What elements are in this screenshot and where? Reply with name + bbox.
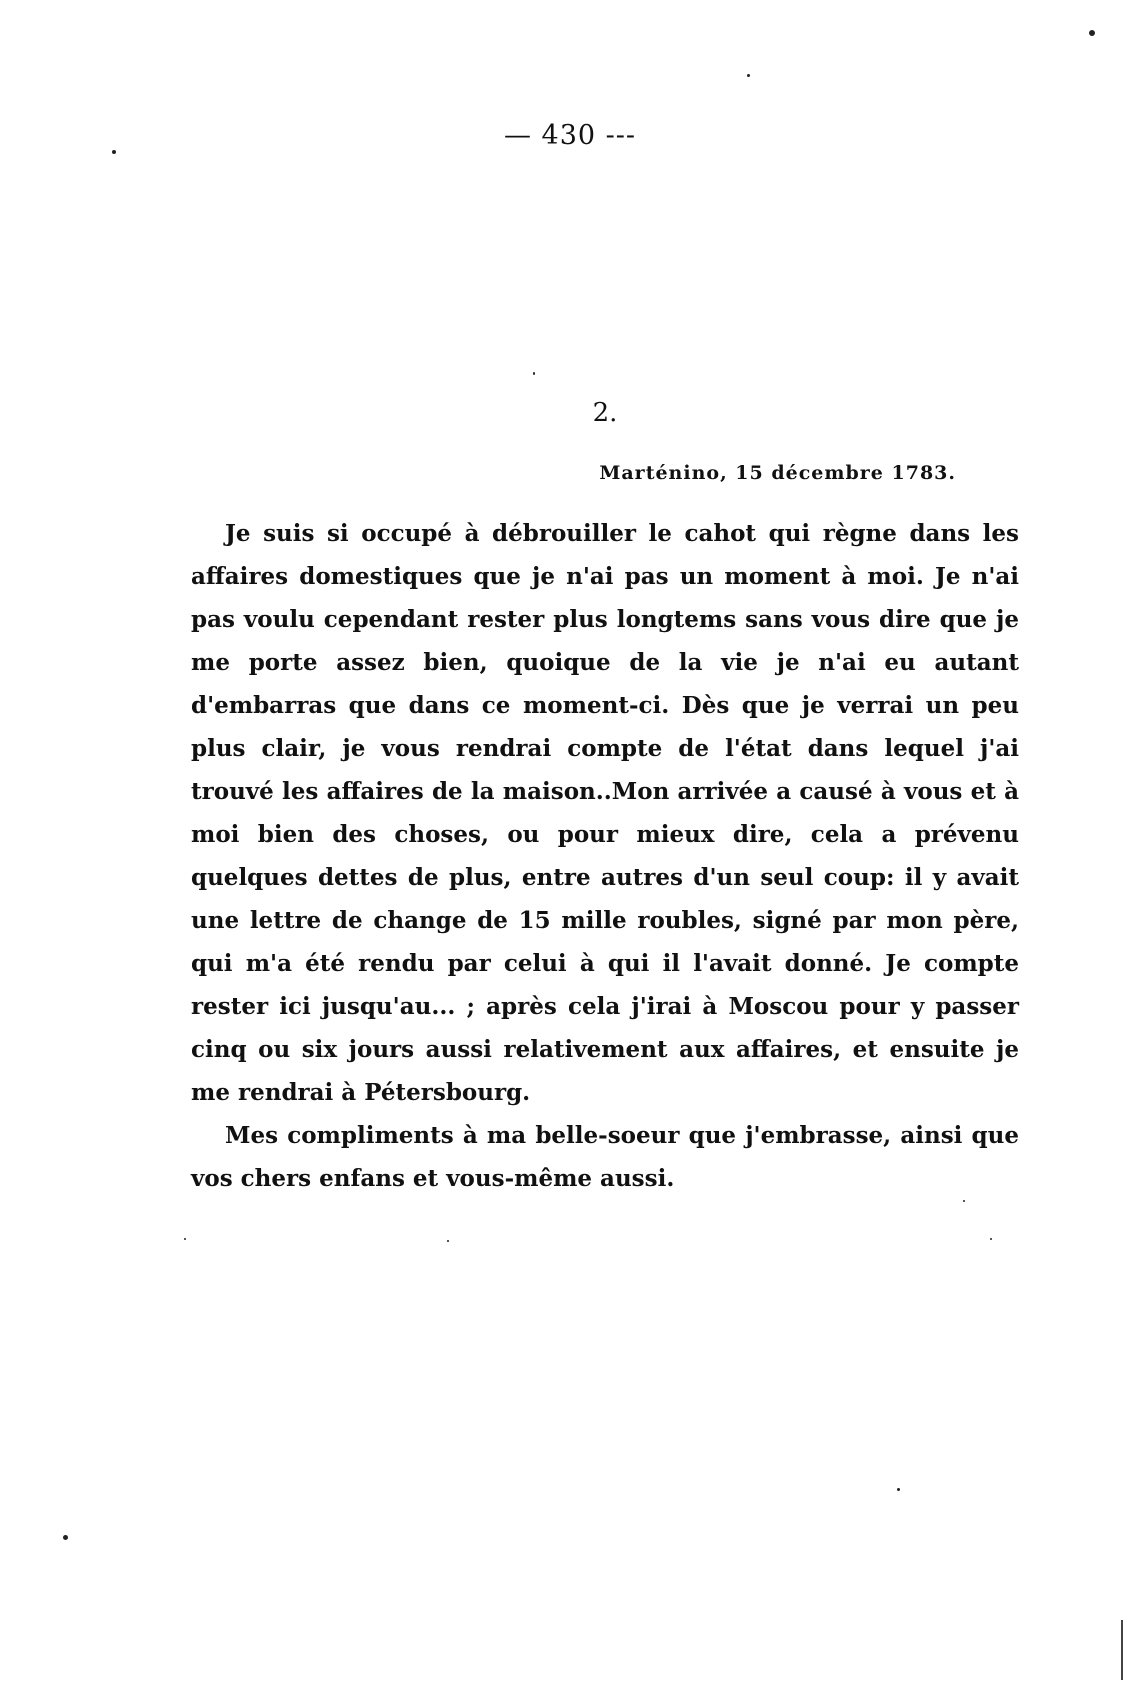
scan-speck [897,1488,900,1491]
paragraph: Je suis si occupé à débrouiller le cahot qui règne dans les affaires domestiques que je n'ai pas un moment à moi. Je n'ai pas voulu cependant rester plus longtems sans vous dire que je me porte assez bien, quoique de la vie je n'ai eu autant d'embarras que dans ce moment-ci. Dès que je verrai un peu plus clair, je vous rendrai compte de l'état dans lequel j'ai trouvé les affaires de la maison..Mon arrivée a causé à vous et à moi bien des choses, ou pour mieux dire, cela a prévenu quelques dettes de plus, entre autres d'un seul coup: il y avait une lettre de change de 15 mille roubles, signé par mon père, qui m'a été rendu par celui à qui il l'avait donné. Je compte rester ici jusqu'au... ; après cela j'irai à Moscou pour y passer cinq ou six jours aussi relativement aux affaires, et ensuite je me rendrai à Pétersbourg. [191,520,1019,1106]
paragraph: Mes compliments à ma belle-soeur que j'embrasse, ainsi que vos chers enfans et vous-même aussi. [191,1122,1019,1192]
scan-speck [533,372,535,375]
scan-speck [112,150,116,154]
dateline: Marténino, 15 décembre 1783. [599,462,956,484]
scan-speck [184,1238,186,1240]
scan-speck [963,1200,965,1202]
page-number: — 430 --- [503,120,637,151]
scan-speck [1089,30,1095,36]
scan-speck [63,1535,68,1540]
scan-speck [990,1238,992,1240]
scan-speck [747,74,750,77]
scan-edge-mark [1121,1620,1123,1680]
scan-speck [447,1240,449,1242]
letter-number: 2. [592,398,618,428]
letter-body [191,512,1019,1200]
